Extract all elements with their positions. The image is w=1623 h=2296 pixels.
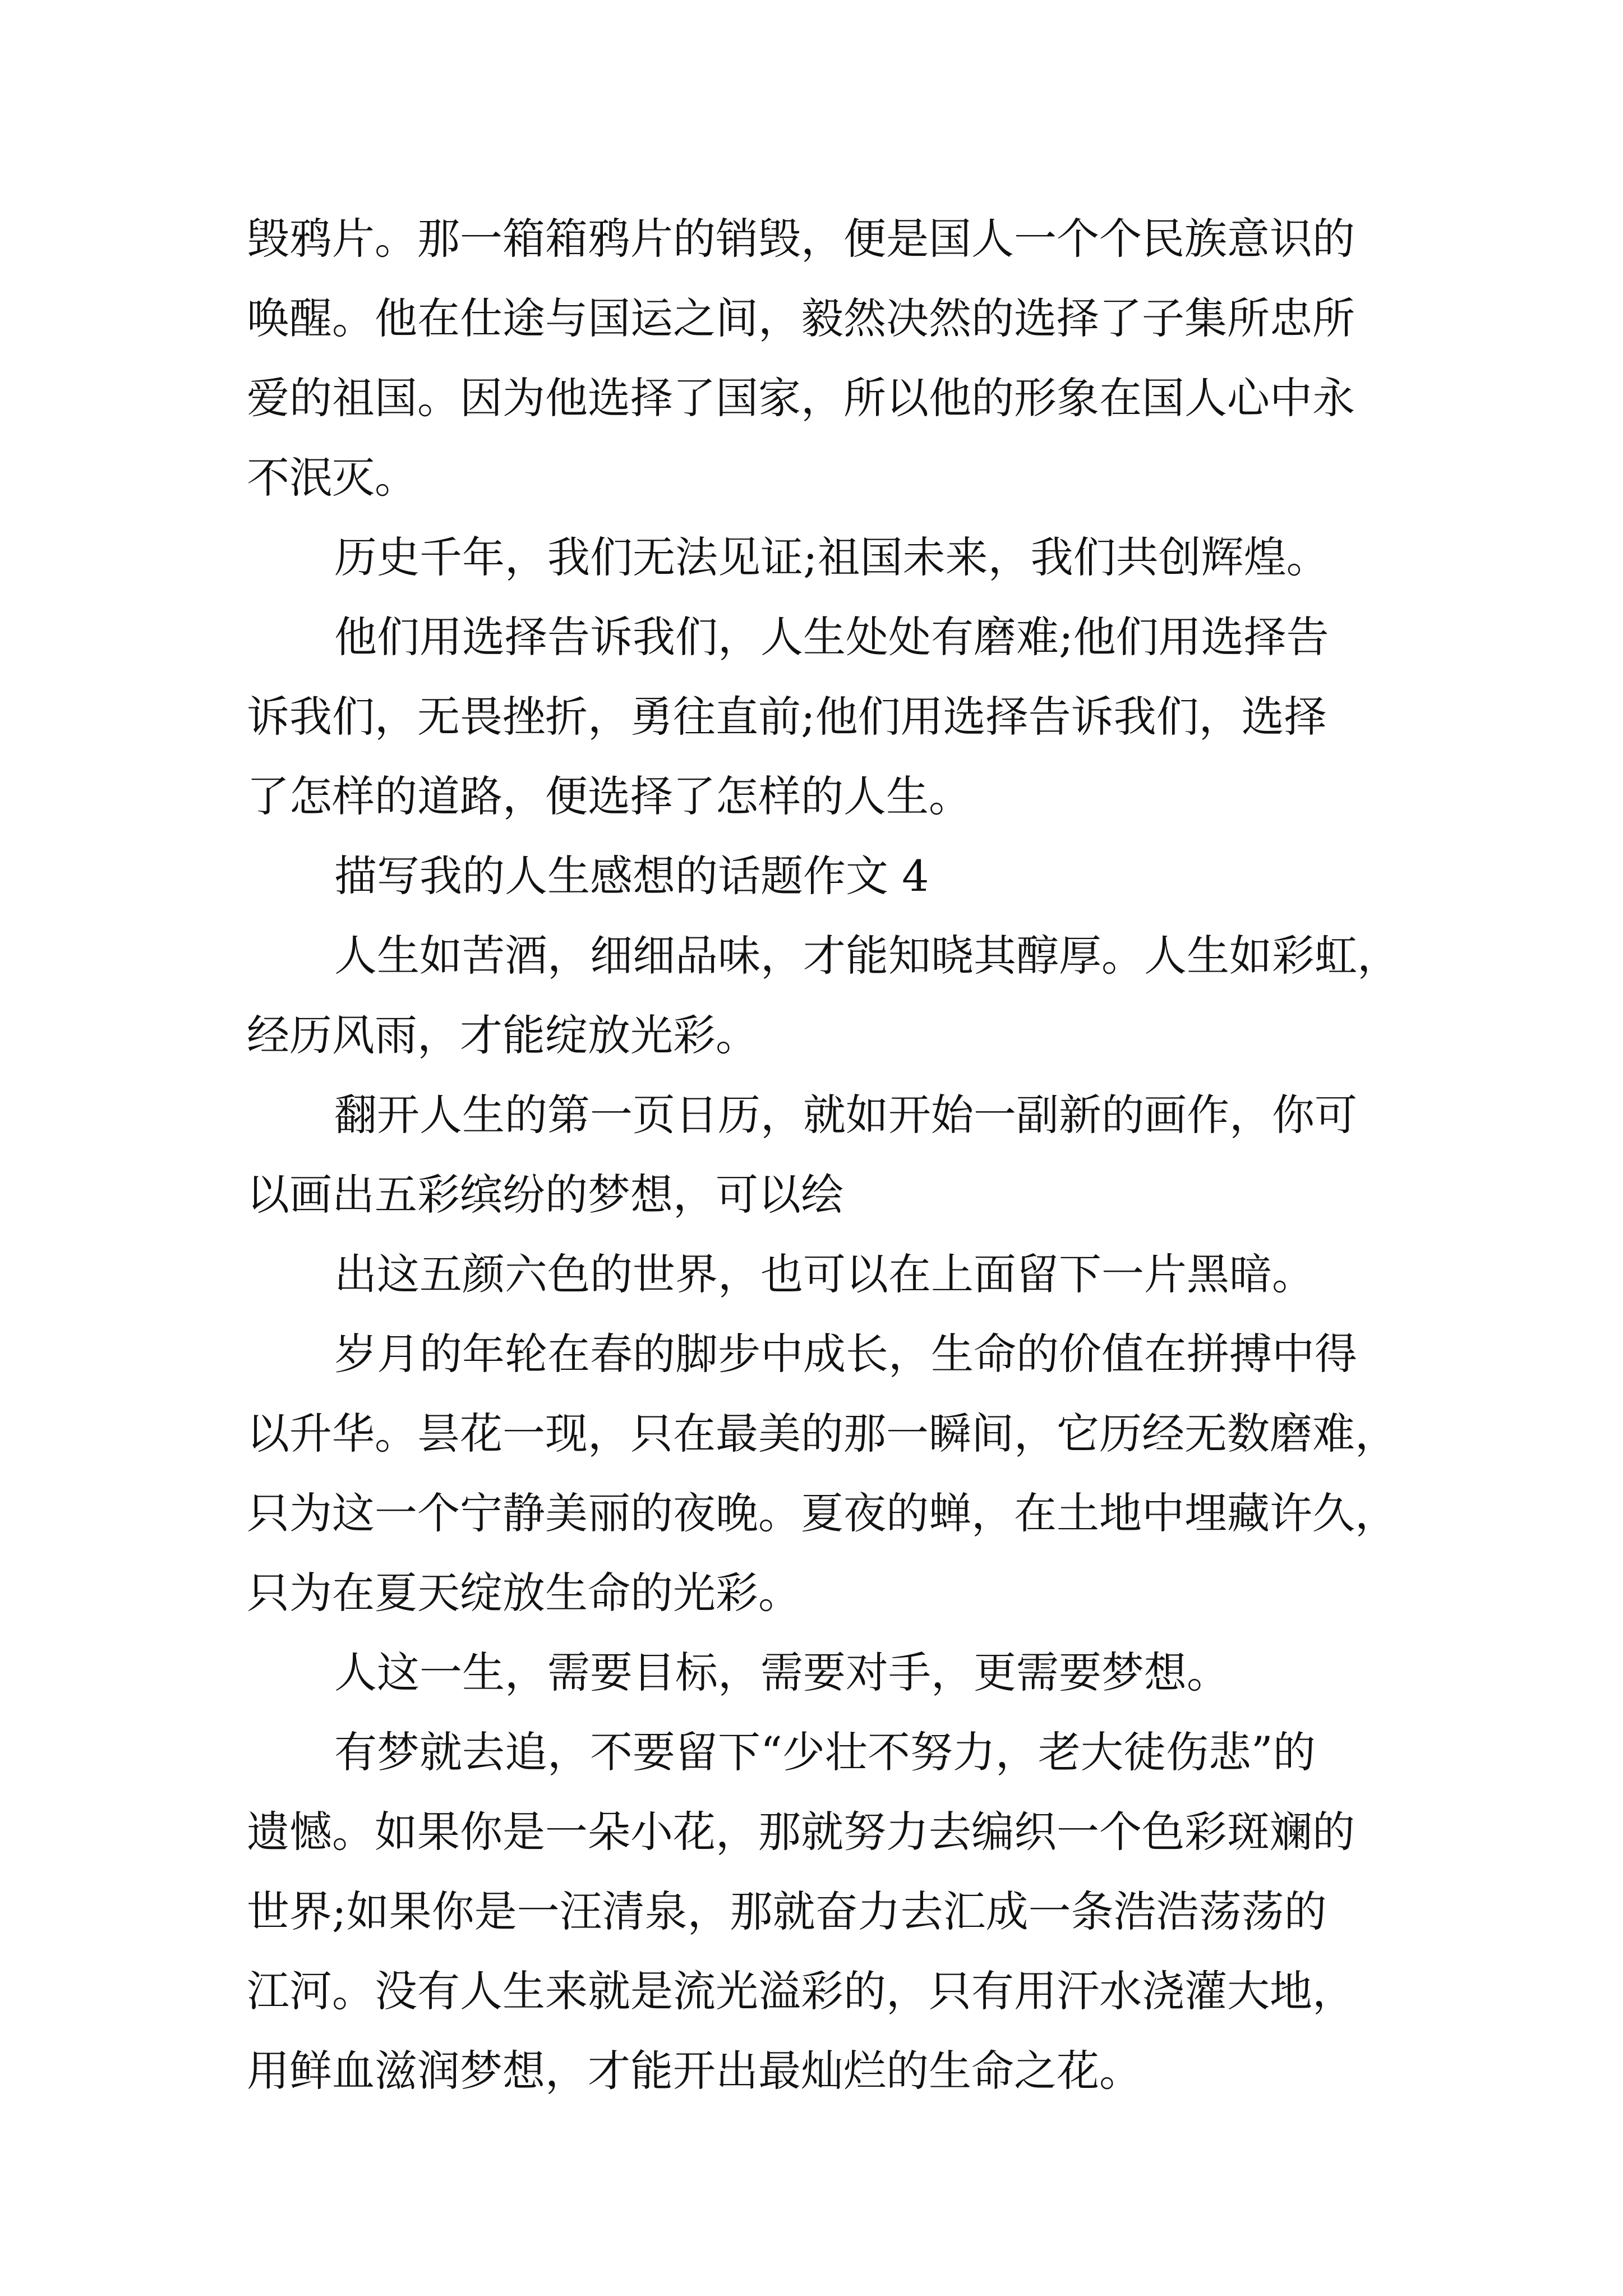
text-line: 爱的祖国。因为他选择了国家，所以他的形象在国人心中永	[247, 373, 1355, 423]
text-line: 唤醒。他在仕途与国运之间，毅然决然的选择了子集所忠所	[247, 293, 1355, 343]
text-line: 不泯灭。	[247, 453, 417, 503]
paragraph-line: 有梦就去追，不要留下“少壮不努力，老大徒伤悲”的	[334, 1727, 1316, 1777]
text-line: 世界;如果你是一汪清泉，那就奋力去汇成一条浩浩荡荡的	[247, 1887, 1327, 1936]
paragraph-line: 人这一生，需要目标，需要对手，更需要梦想。	[334, 1648, 1229, 1697]
text-line: 以画出五彩缤纷的梦想，可以绘	[247, 1170, 843, 1220]
paragraph-line: 历史千年，我们无法见证;祖国未来，我们共创辉煌。	[334, 532, 1329, 582]
paragraph-line: 他们用选择告诉我们，人生处处有磨难;他们用选择告	[334, 612, 1329, 662]
text-line: 经历风雨，才能绽放光彩。	[247, 1010, 758, 1060]
paragraph-line: 出这五颜六色的世界，也可以在上面留下一片黑暗。	[334, 1249, 1315, 1299]
text-line: 遗憾。如果你是一朵小花，那就努力去编织一个色彩斑斓的	[247, 1807, 1355, 1857]
paragraph-line: 人生如苦酒，细细品味，才能知晓其醇厚。人生如彩虹，	[334, 931, 1400, 981]
section-heading: 描写我的人生感想的话题作文 4	[334, 851, 929, 901]
text-line: 只为在夏天绽放生命的光彩。	[247, 1568, 801, 1618]
paragraph-line: 岁月的年轮在春的脚步中成长，生命的价值在拼搏中得	[334, 1329, 1357, 1379]
text-line: 诉我们，无畏挫折，勇往直前;他们用选择告诉我们，选择	[247, 692, 1327, 742]
text-line: 只为这一个宁静美丽的夜晚。夏夜的蝉，在土地中埋藏许久，	[247, 1488, 1398, 1538]
text-line: 用鲜血滋润梦想，才能开出最灿烂的生命之花。	[247, 2046, 1142, 2096]
paragraph-line: 翻开人生的第一页日历，就如开始一副新的画作，你可	[334, 1090, 1357, 1140]
text-line: 毁鸦片。那一箱箱鸦片的销毁，便是国人一个个民族意识的	[247, 214, 1355, 264]
text-line: 了怎样的道路，便选择了怎样的人生。	[247, 771, 971, 821]
text-line: 以升华。昙花一现，只在最美的那一瞬间，它历经无数磨难，	[247, 1409, 1398, 1458]
text-line: 江河。没有人生来就是流光溢彩的，只有用汗水浇灌大地，	[247, 1966, 1355, 2016]
